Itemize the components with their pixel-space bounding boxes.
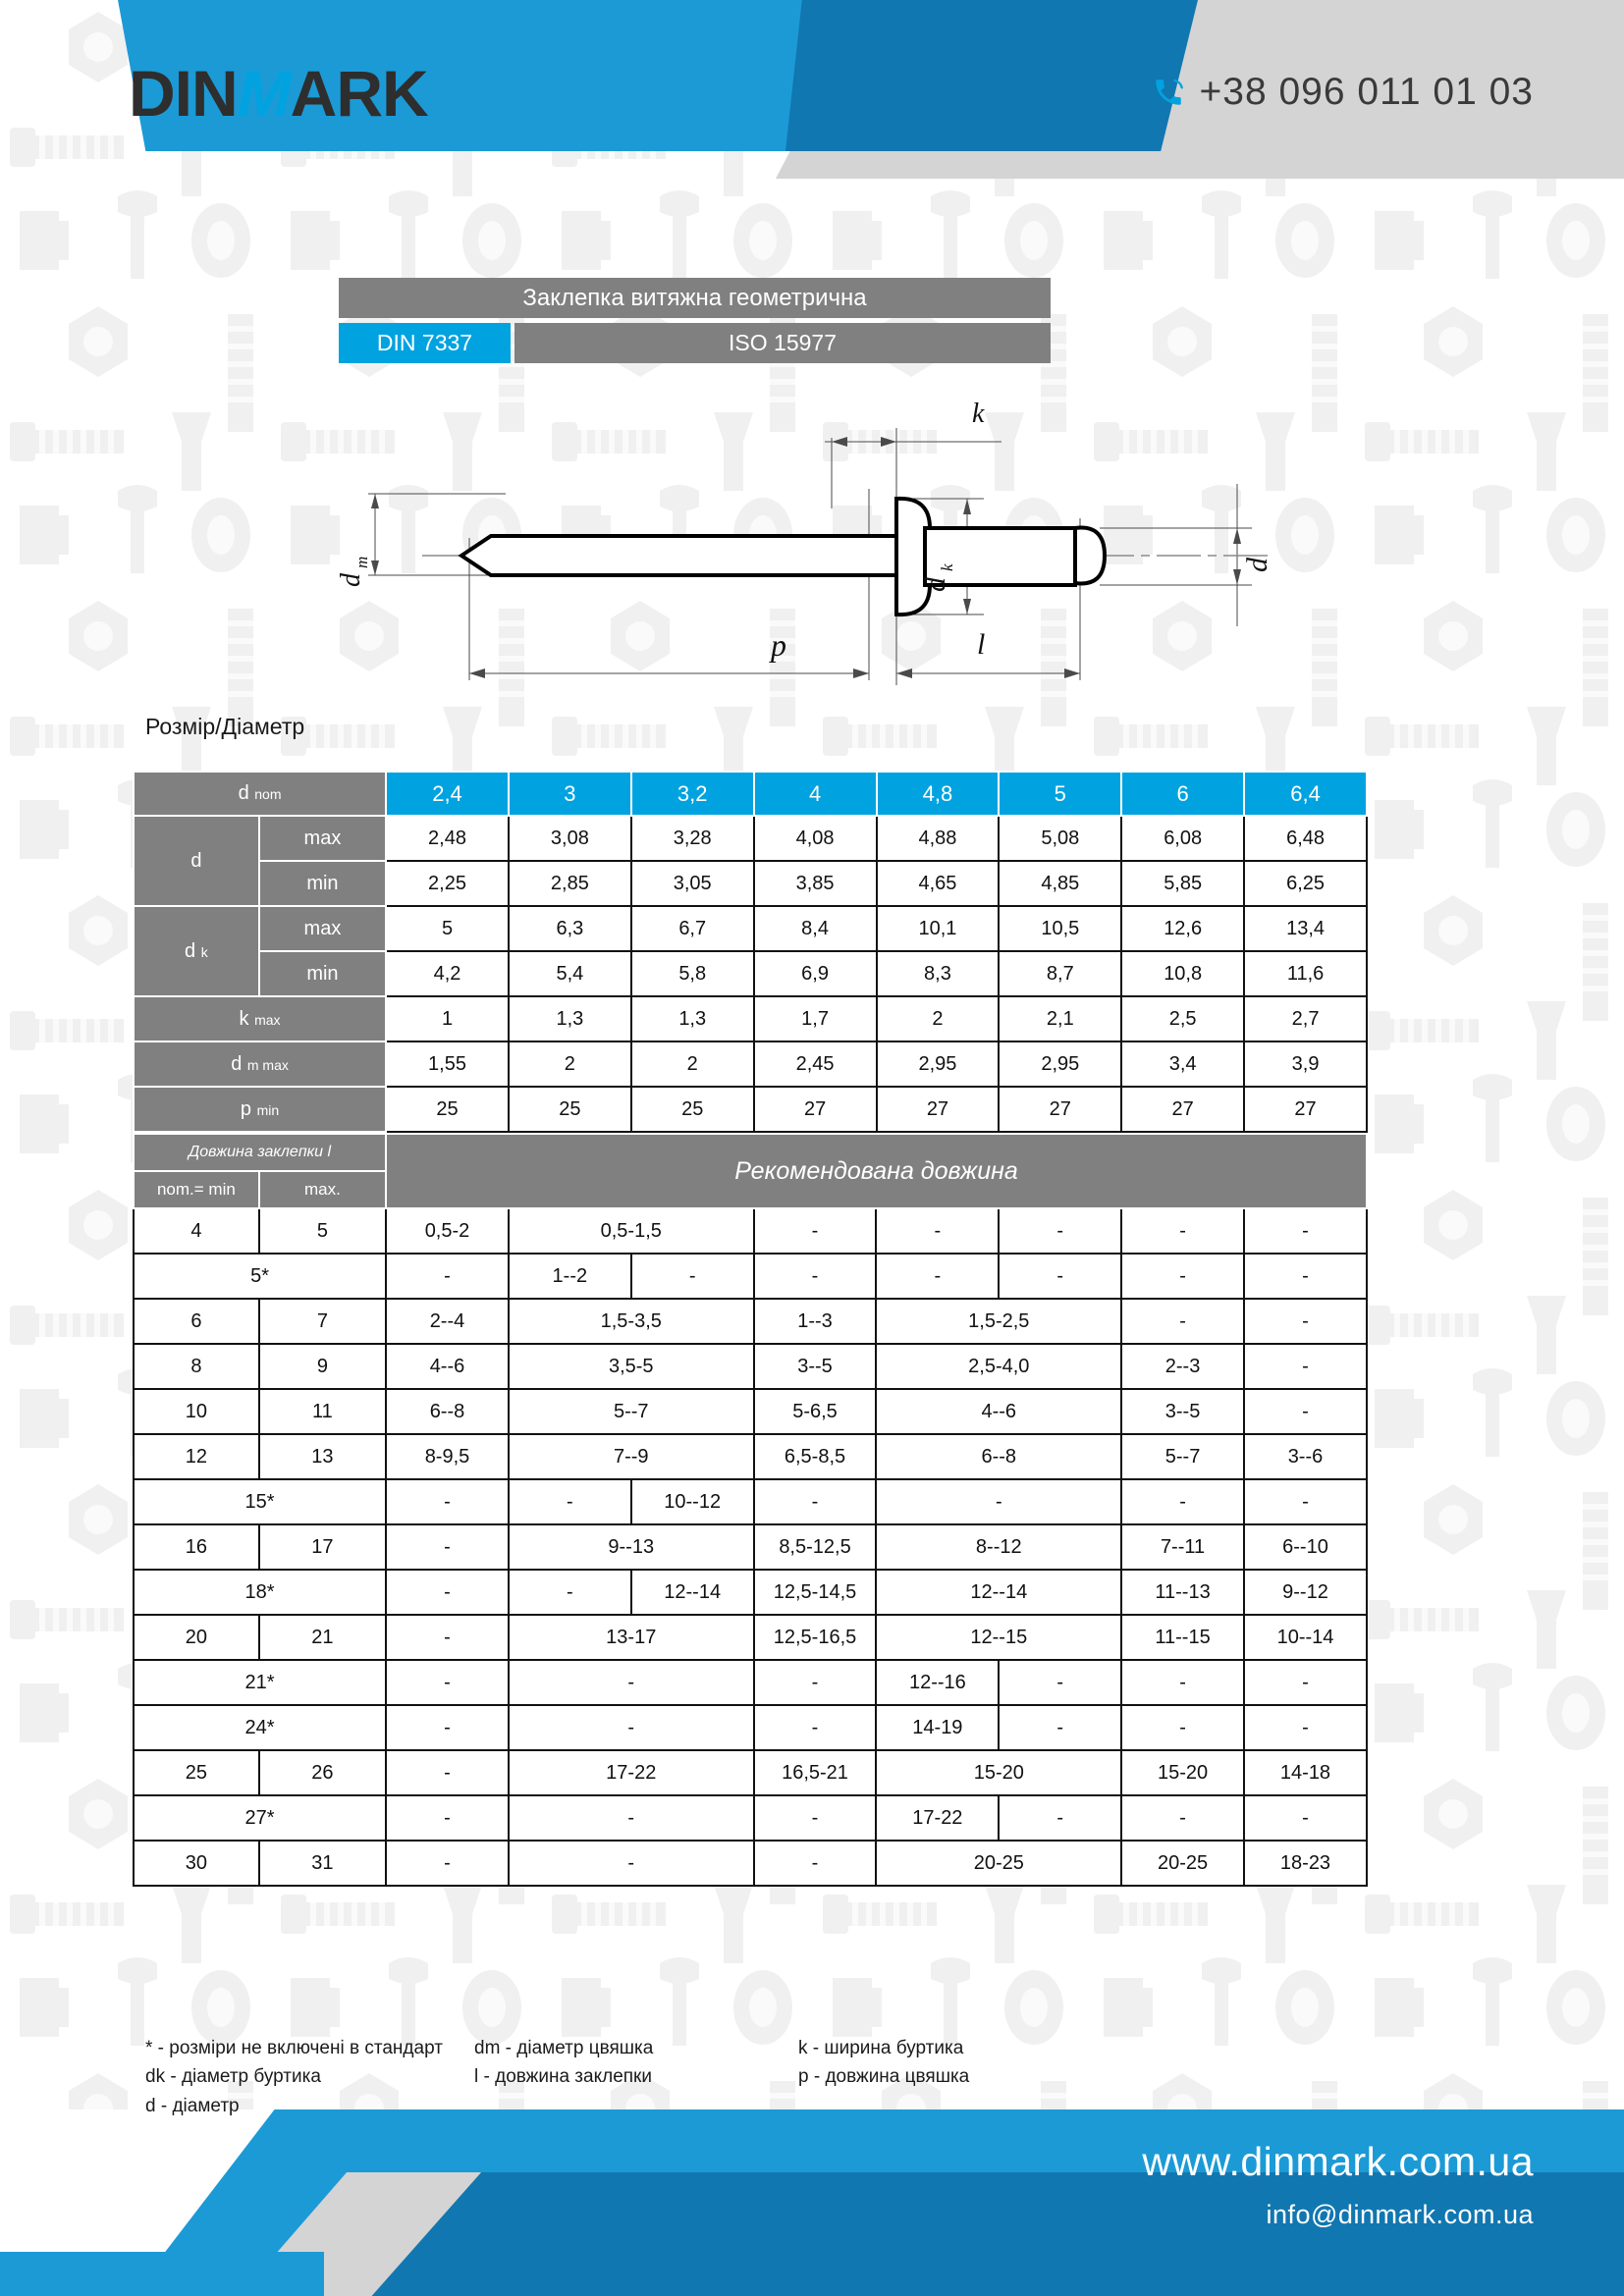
dim-minmax-label: max bbox=[259, 816, 386, 861]
dim-cell: 2,48 bbox=[386, 816, 509, 861]
dim-cell: 2,95 bbox=[999, 1041, 1121, 1087]
len-reco-cell: 1,5-2,5 bbox=[876, 1299, 1121, 1344]
len-reco-cell: - bbox=[999, 1795, 1121, 1841]
dim-row bbox=[134, 1041, 1367, 1087]
len-nom-cell: 18* bbox=[134, 1570, 386, 1615]
dim-cell: 4,08 bbox=[754, 816, 877, 861]
dim-cell: 4,88 bbox=[877, 816, 1000, 861]
specifications-tables bbox=[133, 771, 1368, 1887]
len-reco-cell: 15-20 bbox=[1121, 1750, 1244, 1795]
len-reco-cell: 12,5-14,5 bbox=[754, 1570, 877, 1615]
dim-row bbox=[134, 816, 1367, 861]
len-reco-cell: - bbox=[999, 1208, 1121, 1254]
len-nom-cell: 30 bbox=[134, 1841, 259, 1886]
dim-size-header-4: 4,8 bbox=[877, 772, 1000, 816]
dim-cell: 2,5 bbox=[1121, 996, 1244, 1041]
len-reco-cell: 6--10 bbox=[1244, 1524, 1367, 1570]
dim-size-header-5: 5 bbox=[999, 772, 1121, 816]
legend-notes bbox=[145, 2034, 1122, 2120]
len-reco-cell: 14-19 bbox=[876, 1705, 999, 1750]
len-reco-cell: 7--11 bbox=[1121, 1524, 1244, 1570]
legend-column-2 bbox=[474, 2034, 798, 2120]
company-logo[interactable] bbox=[129, 57, 428, 130]
product-title-bar bbox=[339, 278, 1051, 318]
dim-cell: 2,7 bbox=[1244, 996, 1367, 1041]
dim-cell: 10,1 bbox=[877, 906, 1000, 951]
dim-cell: 3,9 bbox=[1244, 1041, 1367, 1087]
len-reco-cell: - bbox=[1121, 1254, 1244, 1299]
len-row bbox=[134, 1615, 1367, 1660]
len-header-label: Довжина заклепки l bbox=[134, 1134, 386, 1171]
len-reco-cell: 4--6 bbox=[386, 1344, 509, 1389]
len-max-cell: 31 bbox=[259, 1841, 386, 1886]
dim-cell: 6,3 bbox=[509, 906, 631, 951]
len-nom-cell: 20 bbox=[134, 1615, 259, 1660]
dim-group-label-0: d bbox=[134, 816, 259, 906]
dim-minmax-label: max bbox=[259, 906, 386, 951]
dim-cell: 1,3 bbox=[631, 996, 754, 1041]
len-reco-cell: 12--14 bbox=[631, 1570, 754, 1615]
label-dk: d bbox=[919, 577, 951, 592]
iso-standard-label: ISO 15977 bbox=[729, 330, 837, 355]
dim-cell: 10,8 bbox=[1121, 951, 1244, 996]
page-header bbox=[0, 0, 1624, 206]
len-row bbox=[134, 1660, 1367, 1705]
len-nom-cell: 24* bbox=[134, 1705, 386, 1750]
len-reco-cell: - bbox=[754, 1660, 877, 1705]
len-max-cell: 21 bbox=[259, 1615, 386, 1660]
len-reco-cell: - bbox=[1121, 1479, 1244, 1524]
dim-cell: 6,48 bbox=[1244, 816, 1367, 861]
len-reco-cell: 5--7 bbox=[1121, 1434, 1244, 1479]
len-reco-cell: 6,5-8,5 bbox=[754, 1434, 877, 1479]
len-reco-cell: - bbox=[754, 1254, 877, 1299]
len-row bbox=[134, 1434, 1367, 1479]
len-reco-cell: - bbox=[1244, 1479, 1367, 1524]
dim-cell: 2,25 bbox=[386, 861, 509, 906]
label-l: l bbox=[977, 628, 986, 661]
len-row bbox=[134, 1299, 1367, 1344]
dim-cell: 6,9 bbox=[754, 951, 877, 996]
dim-cell: 6,08 bbox=[1121, 816, 1244, 861]
dim-cell: 8,3 bbox=[877, 951, 1000, 996]
len-row bbox=[134, 1705, 1367, 1750]
dim-cell: 25 bbox=[386, 1087, 509, 1132]
len-reco-cell: 2,5-4,0 bbox=[876, 1344, 1121, 1389]
dim-cell: 2,95 bbox=[877, 1041, 1000, 1087]
legend-line: * - розміри не включені в стандарт bbox=[145, 2038, 443, 2058]
dim-cell: 1,55 bbox=[386, 1041, 509, 1087]
len-reco-cell: 0,5-2 bbox=[386, 1208, 509, 1254]
dim-cell: 5,4 bbox=[509, 951, 631, 996]
dim-cell: 10,5 bbox=[999, 906, 1121, 951]
len-reco-cell: - bbox=[386, 1570, 509, 1615]
dim-single-label-1: d m max bbox=[134, 1041, 386, 1087]
len-reco-cell: - bbox=[754, 1795, 877, 1841]
len-reco-cell: - bbox=[1244, 1705, 1367, 1750]
len-row bbox=[134, 1524, 1367, 1570]
len-reco-cell: 11--15 bbox=[1121, 1615, 1244, 1660]
len-reco-cell: - bbox=[999, 1705, 1121, 1750]
len-row bbox=[134, 1750, 1367, 1795]
dim-cell: 3,28 bbox=[631, 816, 754, 861]
len-reco-cell: 16,5-21 bbox=[754, 1750, 877, 1795]
legend-line: dk - діаметр буртика bbox=[145, 2066, 321, 2088]
len-nom-cell: 27* bbox=[134, 1795, 386, 1841]
len-reco-cell: - bbox=[386, 1524, 509, 1570]
len-reco-cell: 12,5-16,5 bbox=[754, 1615, 877, 1660]
len-nom-cell: 21* bbox=[134, 1660, 386, 1705]
len-reco-cell: - bbox=[876, 1208, 999, 1254]
len-reco-cell: 10--12 bbox=[631, 1479, 754, 1524]
dim-row bbox=[134, 861, 1367, 906]
len-reco-cell: 9--12 bbox=[1244, 1570, 1367, 1615]
len-reco-cell: 3--5 bbox=[754, 1344, 877, 1389]
len-reco-cell: - bbox=[754, 1208, 877, 1254]
len-row bbox=[134, 1344, 1367, 1389]
len-header-row bbox=[134, 1134, 1367, 1171]
len-reco-cell: - bbox=[754, 1479, 877, 1524]
legend-line: dm - діаметр цвяшка bbox=[474, 2038, 654, 2058]
len-nom-cell: 8 bbox=[134, 1344, 259, 1389]
dim-cell: 27 bbox=[1244, 1087, 1367, 1132]
len-reco-cell: 9--13 bbox=[509, 1524, 754, 1570]
dim-group-label-1: d k bbox=[134, 906, 259, 996]
len-reco-cell: - bbox=[1121, 1705, 1244, 1750]
len-max-label: max. bbox=[259, 1171, 386, 1208]
label-dm-sub: m bbox=[352, 556, 371, 568]
dim-cell: 1,3 bbox=[509, 996, 631, 1041]
len-reco-cell: - bbox=[1244, 1254, 1367, 1299]
len-reco-cell: - bbox=[999, 1254, 1121, 1299]
header-blue-dark-band bbox=[785, 0, 1198, 151]
len-max-cell: 26 bbox=[259, 1750, 386, 1795]
dim-cell: 5,08 bbox=[999, 816, 1121, 861]
len-reco-cell: 3--6 bbox=[1244, 1434, 1367, 1479]
len-reco-cell: - bbox=[876, 1479, 1121, 1524]
dim-cell: 27 bbox=[754, 1087, 877, 1132]
dim-cell: 1,7 bbox=[754, 996, 877, 1041]
phone-icon bbox=[1152, 76, 1185, 109]
dim-minmax-label: min bbox=[259, 861, 386, 906]
legend-line: p - довжина цвяшка bbox=[798, 2066, 970, 2088]
dim-cell: 27 bbox=[877, 1087, 1000, 1132]
dim-cell: 11,6 bbox=[1244, 951, 1367, 996]
len-max-cell: 5 bbox=[259, 1208, 386, 1254]
logo-accent-letter: M bbox=[237, 57, 291, 130]
iso-standard-badge[interactable] bbox=[514, 323, 1051, 363]
len-reco-cell: 12--15 bbox=[876, 1615, 1121, 1660]
len-reco-cell: 7--9 bbox=[509, 1434, 754, 1479]
len-max-cell: 9 bbox=[259, 1344, 386, 1389]
logo-prefix: DIN bbox=[129, 57, 238, 130]
len-reco-cell: - bbox=[631, 1254, 754, 1299]
len-reco-cell: - bbox=[1121, 1299, 1244, 1344]
len-reco-cell: - bbox=[1121, 1208, 1244, 1254]
len-row bbox=[134, 1254, 1367, 1299]
len-nom-cell: 5* bbox=[134, 1254, 386, 1299]
dim-cell: 25 bbox=[509, 1087, 631, 1132]
label-k: k bbox=[972, 399, 985, 429]
footer-website[interactable]: www.dinmark.com.ua bbox=[1142, 2139, 1534, 2184]
len-row bbox=[134, 1795, 1367, 1841]
len-reco-cell: 6--8 bbox=[876, 1434, 1121, 1479]
dim-cell: 5,8 bbox=[631, 951, 754, 996]
dim-row bbox=[134, 951, 1367, 996]
phone-number: +38 096 011 01 03 bbox=[1199, 71, 1534, 113]
len-reco-cell: - bbox=[1244, 1344, 1367, 1389]
len-reco-cell: - bbox=[386, 1841, 509, 1886]
dim-single-label-2: p min bbox=[134, 1087, 386, 1132]
len-reco-cell: - bbox=[1121, 1660, 1244, 1705]
len-reco-cell: 12--16 bbox=[876, 1660, 999, 1705]
len-reco-cell: - bbox=[754, 1841, 877, 1886]
len-reco-cell: - bbox=[1244, 1208, 1367, 1254]
dimension-table bbox=[133, 771, 1368, 1133]
header-phone[interactable] bbox=[1152, 71, 1534, 114]
footer-dark-wedge bbox=[368, 2172, 1624, 2296]
dim-cell: 2 bbox=[877, 996, 1000, 1041]
len-reco-cell: 0,5-1,5 bbox=[509, 1208, 754, 1254]
dim-cell: 13,4 bbox=[1244, 906, 1367, 951]
legend-line: l - довжина заклепки bbox=[474, 2066, 652, 2088]
len-reco-cell: 1--3 bbox=[754, 1299, 877, 1344]
len-reco-cell: - bbox=[386, 1705, 509, 1750]
len-reco-cell: 8-9,5 bbox=[386, 1434, 509, 1479]
len-reco-cell: 6--8 bbox=[386, 1389, 509, 1434]
len-nom-cell: 6 bbox=[134, 1299, 259, 1344]
dim-cell: 2,1 bbox=[999, 996, 1121, 1041]
din-standard-label: DIN 7337 bbox=[376, 330, 473, 355]
len-reco-cell: 11--13 bbox=[1121, 1570, 1244, 1615]
len-reco-cell: 3,5-5 bbox=[509, 1344, 754, 1389]
len-nom-cell: 25 bbox=[134, 1750, 259, 1795]
footer-light-strip bbox=[0, 2252, 324, 2296]
dim-row bbox=[134, 1087, 1367, 1132]
len-nom-cell: 16 bbox=[134, 1524, 259, 1570]
len-reco-cell: - bbox=[1244, 1299, 1367, 1344]
dim-cell: 2 bbox=[509, 1041, 631, 1087]
dim-cell: 2,45 bbox=[754, 1041, 877, 1087]
dim-size-header-0: 2,4 bbox=[386, 772, 509, 816]
len-max-cell: 17 bbox=[259, 1524, 386, 1570]
dim-cell: 27 bbox=[1121, 1087, 1244, 1132]
len-reco-cell: - bbox=[509, 1570, 631, 1615]
len-reco-cell: 12--14 bbox=[876, 1570, 1121, 1615]
section-label: Розмір/Діаметр bbox=[145, 714, 305, 739]
len-reco-cell: - bbox=[386, 1254, 509, 1299]
len-row bbox=[134, 1479, 1367, 1524]
len-reco-cell: - bbox=[386, 1479, 509, 1524]
label-p: p bbox=[771, 627, 786, 663]
legend-column-3 bbox=[798, 2034, 1122, 2120]
len-reco-cell: 4--6 bbox=[876, 1389, 1121, 1434]
len-reco-cell: - bbox=[754, 1705, 877, 1750]
len-nom-cell: 4 bbox=[134, 1208, 259, 1254]
length-table-body bbox=[134, 1134, 1367, 1886]
len-reco-cell: - bbox=[1244, 1660, 1367, 1705]
len-reco-cell: - bbox=[509, 1841, 754, 1886]
logo-suffix: ARK bbox=[290, 57, 428, 130]
len-reco-cell: 5--7 bbox=[509, 1389, 754, 1434]
len-reco-cell: 17-22 bbox=[876, 1795, 999, 1841]
len-reco-cell: - bbox=[509, 1479, 631, 1524]
legend-line: d - діаметр bbox=[145, 2095, 240, 2116]
len-reco-cell: 2--3 bbox=[1121, 1344, 1244, 1389]
len-reco-cell: 20-25 bbox=[876, 1841, 1121, 1886]
len-max-cell: 7 bbox=[259, 1299, 386, 1344]
dim-cell: 6,7 bbox=[631, 906, 754, 951]
length-table bbox=[133, 1133, 1368, 1887]
dim-row bbox=[134, 906, 1367, 951]
dim-cell: 8,4 bbox=[754, 906, 877, 951]
len-nom-cell: 10 bbox=[134, 1389, 259, 1434]
label-d: d bbox=[1241, 558, 1273, 572]
dim-header-label: d nom bbox=[134, 772, 386, 816]
len-reco-cell: 10--14 bbox=[1244, 1615, 1367, 1660]
len-reco-cell: 13-17 bbox=[509, 1615, 754, 1660]
dim-row bbox=[134, 996, 1367, 1041]
dim-cell: 5,85 bbox=[1121, 861, 1244, 906]
dim-header-row bbox=[134, 772, 1367, 816]
technical-drawing bbox=[324, 391, 1306, 705]
len-reco-cell: - bbox=[509, 1705, 754, 1750]
dim-size-header-6: 6 bbox=[1121, 772, 1244, 816]
len-reco-cell: - bbox=[386, 1795, 509, 1841]
len-reco-cell: 20-25 bbox=[1121, 1841, 1244, 1886]
dim-size-header-3: 4 bbox=[754, 772, 877, 816]
dim-cell: 4,2 bbox=[386, 951, 509, 996]
dim-cell: 2 bbox=[631, 1041, 754, 1087]
len-reco-cell: - bbox=[1244, 1795, 1367, 1841]
dim-cell: 27 bbox=[999, 1087, 1121, 1132]
dim-cell: 25 bbox=[631, 1087, 754, 1132]
dimension-table-body bbox=[134, 772, 1367, 1132]
dim-size-header-1: 3 bbox=[509, 772, 631, 816]
len-reco-cell: 8--12 bbox=[876, 1524, 1121, 1570]
dim-cell: 3,08 bbox=[509, 816, 631, 861]
len-max-cell: 13 bbox=[259, 1434, 386, 1479]
len-reco-cell: 1--2 bbox=[509, 1254, 631, 1299]
dim-cell: 3,85 bbox=[754, 861, 877, 906]
dim-cell: 12,6 bbox=[1121, 906, 1244, 951]
len-reco-cell: - bbox=[386, 1615, 509, 1660]
len-max-cell: 11 bbox=[259, 1389, 386, 1434]
len-reco-cell: 3--5 bbox=[1121, 1389, 1244, 1434]
len-reco-cell: 5-6,5 bbox=[754, 1389, 877, 1434]
len-nom-label: nom.= min bbox=[134, 1171, 259, 1208]
page-footer bbox=[0, 2109, 1624, 2296]
len-reco-cell: - bbox=[1244, 1389, 1367, 1434]
label-dm: d bbox=[336, 573, 366, 587]
len-reco-cell: 15-20 bbox=[876, 1750, 1121, 1795]
dim-minmax-label: min bbox=[259, 951, 386, 996]
legend-column-1 bbox=[145, 2034, 474, 2120]
dim-cell: 8,7 bbox=[999, 951, 1121, 996]
label-dk-sub: k bbox=[938, 563, 956, 571]
len-nom-cell: 12 bbox=[134, 1434, 259, 1479]
footer-email[interactable]: info@dinmark.com.ua bbox=[1266, 2200, 1534, 2229]
dim-cell: 1 bbox=[386, 996, 509, 1041]
reco-title: Рекомендована довжина bbox=[386, 1134, 1367, 1208]
len-reco-cell: 18-23 bbox=[1244, 1841, 1367, 1886]
dim-cell: 4,65 bbox=[877, 861, 1000, 906]
legend-line: k - ширина буртика bbox=[798, 2038, 964, 2058]
dim-cell: 6,25 bbox=[1244, 861, 1367, 906]
len-reco-cell: - bbox=[509, 1660, 754, 1705]
din-standard-badge[interactable] bbox=[339, 323, 511, 363]
len-nom-cell: 15* bbox=[134, 1479, 386, 1524]
len-reco-cell: - bbox=[999, 1660, 1121, 1705]
len-row bbox=[134, 1570, 1367, 1615]
len-row bbox=[134, 1208, 1367, 1254]
len-row bbox=[134, 1841, 1367, 1886]
dim-size-header-2: 3,2 bbox=[631, 772, 754, 816]
standards-row bbox=[339, 323, 1051, 363]
len-reco-cell: 17-22 bbox=[509, 1750, 754, 1795]
len-row bbox=[134, 1389, 1367, 1434]
dim-cell: 2,85 bbox=[509, 861, 631, 906]
dim-size-header-7: 6,4 bbox=[1244, 772, 1367, 816]
len-reco-cell: - bbox=[386, 1660, 509, 1705]
len-reco-cell: 14-18 bbox=[1244, 1750, 1367, 1795]
len-reco-cell: - bbox=[509, 1795, 754, 1841]
len-reco-cell: 1,5-3,5 bbox=[509, 1299, 754, 1344]
dim-single-label-0: k max bbox=[134, 996, 386, 1041]
product-title: Заклепка витяжна геометрична bbox=[522, 284, 867, 311]
len-reco-cell: - bbox=[876, 1254, 999, 1299]
dim-cell: 3,4 bbox=[1121, 1041, 1244, 1087]
dim-cell: 5 bbox=[386, 906, 509, 951]
len-reco-cell: 2--4 bbox=[386, 1299, 509, 1344]
len-reco-cell: - bbox=[386, 1750, 509, 1795]
len-reco-cell: - bbox=[1121, 1795, 1244, 1841]
dim-cell: 3,05 bbox=[631, 861, 754, 906]
len-reco-cell: 8,5-12,5 bbox=[754, 1524, 877, 1570]
dim-cell: 4,85 bbox=[999, 861, 1121, 906]
